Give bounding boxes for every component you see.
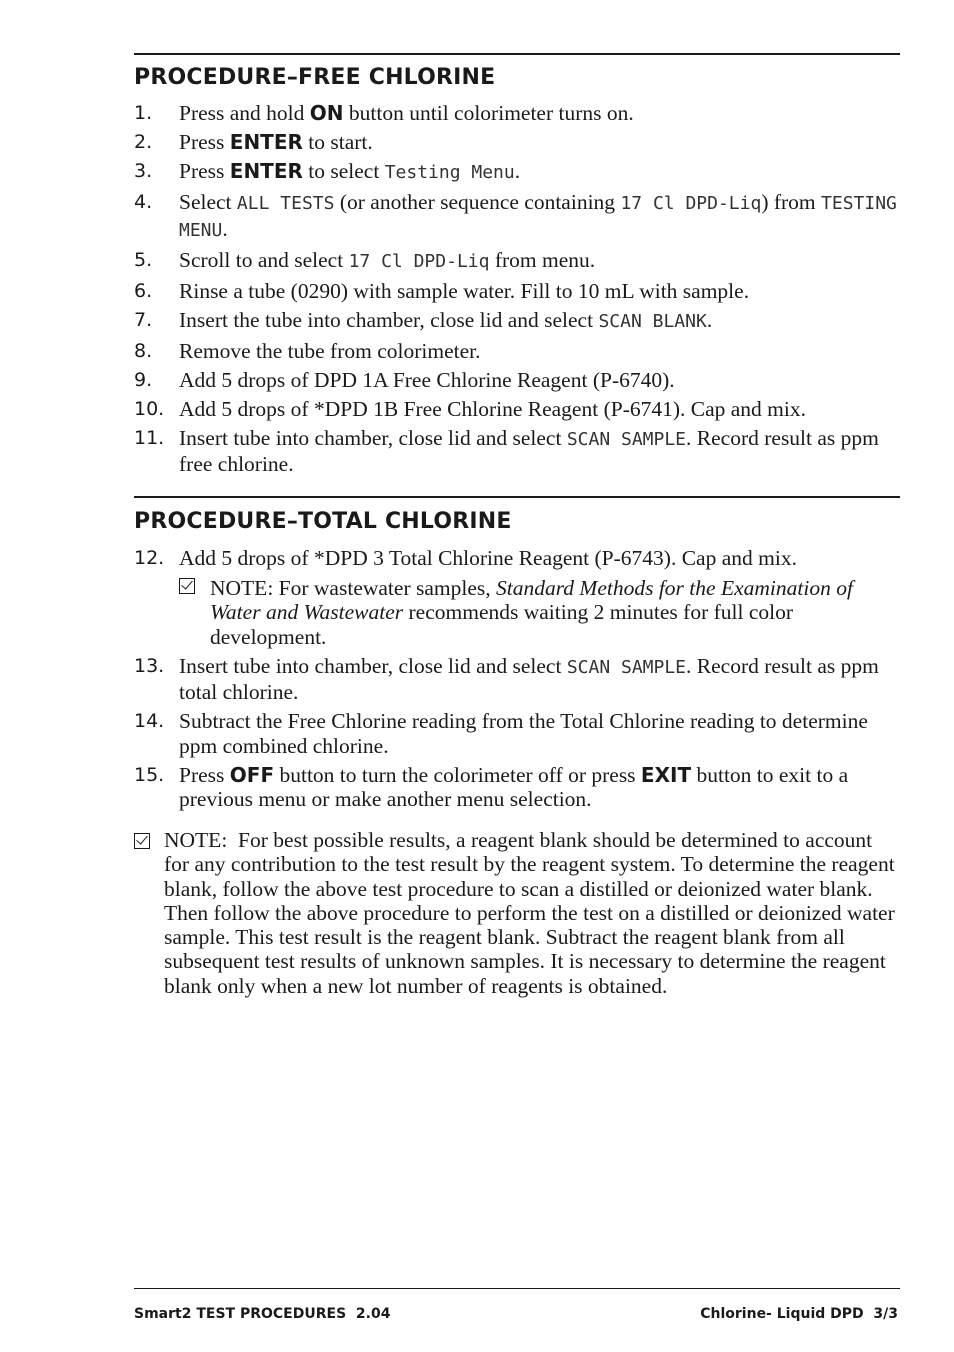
step-text: Remove the tube from colorimeter.: [179, 338, 481, 363]
step-number: 2.: [134, 131, 153, 153]
step-text: button until colorimeter turns on.: [343, 101, 634, 125]
step-number: 12.: [134, 547, 165, 569]
step-text: .: [706, 307, 713, 332]
step-text: button to turn the colorimeter off or press: [274, 762, 641, 787]
procedure-step: [134, 426, 900, 477]
step-text: recommends waiting 2 minutes for full color development.: [210, 600, 799, 649]
step-number: 6.: [134, 279, 153, 302]
button-key-label: ENTER: [229, 159, 303, 183]
display-menu-text: SCAN SAMPLE: [566, 656, 687, 678]
display-menu-text: SCAN SAMPLE: [566, 428, 687, 450]
procedure-step: [134, 248, 900, 275]
step-number: 10.: [134, 397, 165, 420]
step-text: to select: [302, 159, 385, 183]
step-text: Add 5 drops of *DPD 1B Free Chlorine Reagent (P-6741). Cap and mix.: [179, 396, 807, 421]
step-text: ) from: [761, 190, 822, 214]
button-key-label: ON: [309, 101, 344, 125]
step-text: Press: [179, 159, 230, 183]
step-number: 9.: [134, 368, 153, 391]
procedure-step: [134, 397, 900, 422]
step-text: Subtract the Free Chlorine reading from the Total Chlorine reading to determine ppm combined chlorine.: [179, 709, 874, 758]
step-text: Insert the tube into chamber, close lid and select: [179, 307, 599, 332]
step-text: NOTE: For wastewater samples,: [210, 575, 496, 600]
step-text: Add 5 drops of DPD 1A Free Chlorine Reagent (P-6740).: [179, 367, 675, 392]
procedure-step: [134, 546, 900, 649]
procedure-step: [134, 368, 900, 393]
reference-title: Standard Methods for the Examination of Water and Wastewater: [210, 575, 859, 624]
step-text: Add 5 drops of *DPD 3 Total Chlorine Reagent (P-6743). Cap and mix.: [179, 546, 797, 570]
procedure-step: [134, 654, 900, 705]
step-number: 5.: [134, 248, 153, 271]
step-text: . Record result as ppm total chlorine.: [179, 653, 885, 704]
checkbox-icon: [179, 578, 195, 594]
procedure-step: [134, 308, 900, 335]
display-menu-text: ALL TESTS: [236, 193, 335, 214]
procedure-step: [134, 159, 900, 186]
section-heading-total-chlorine: PROCEDURE–TOTAL CHLORINE: [134, 509, 512, 534]
procedure-step: [134, 279, 900, 304]
procedure-step: [134, 339, 900, 364]
button-key-label: OFF: [229, 762, 275, 787]
step-text: Press and hold: [179, 101, 310, 125]
display-menu-text: 17 Cl DPD-Liq: [620, 193, 762, 214]
step-number: 11.: [134, 426, 165, 449]
step-number: 8.: [134, 339, 153, 362]
step-number: 15.: [134, 763, 165, 786]
procedure-step: [134, 130, 900, 155]
top-rule: [134, 53, 900, 55]
step-text: Press: [179, 762, 230, 787]
display-menu-text: Testing Menu: [384, 162, 515, 183]
step-text: from menu.: [489, 247, 596, 272]
step-text: .: [514, 159, 521, 183]
checkbox-icon: [134, 833, 150, 849]
reagent-blank-note: [134, 828, 900, 998]
section-rule: [134, 496, 900, 498]
step-number: 3.: [134, 160, 153, 182]
step-note: [179, 576, 900, 650]
step-text: (or another sequence containing: [334, 190, 621, 214]
steps-total-chlorine: [134, 546, 900, 816]
button-key-label: EXIT: [640, 762, 692, 787]
step-number: 7.: [134, 308, 153, 331]
procedure-step: [134, 190, 908, 243]
button-key-label: ENTER: [229, 130, 303, 154]
display-menu-text: SCAN BLANK: [598, 310, 707, 332]
steps-free-chlorine: [134, 101, 908, 481]
footer-rule: [134, 1288, 900, 1289]
display-menu-text: 17 Cl DPD-Liq: [348, 250, 490, 272]
section-heading-free-chlorine: PROCEDURE–FREE CHLORINE: [134, 65, 496, 90]
display-menu-text: TESTING MENU: [179, 193, 908, 241]
step-text: Insert tube into chamber, close lid and select: [179, 653, 567, 678]
step-text: button to exit to a previous menu or make another menu selection.: [179, 762, 854, 811]
step-text: Select: [179, 190, 237, 214]
reagent-blank-note-text: NOTE: For best possible results, a reagent blank should be determined to account for any contribution to the test result by the reagent system. To determine the reagent blank, follow the above test procedure to scan a distilled or deionized water blank. Then follow the above procedure to perform the test on a distilled or deionized water sample. This test result is the reagent blank. Subtract the reagent blank from all subsequent test results of unknown samples. It is necessary to determine the reagent blank only when a new lot number of reagents is obtained.: [164, 828, 901, 998]
procedure-step: [134, 709, 900, 758]
footer-document-title: Smart2 TEST PROCEDURES 2.04: [134, 1306, 391, 1322]
step-text: Press: [179, 130, 230, 154]
step-number: 1.: [134, 102, 153, 124]
footer-page-info: Chlorine- Liquid DPD 3/3: [700, 1306, 898, 1322]
step-text: .: [222, 216, 228, 241]
step-number: 13.: [134, 654, 165, 677]
step-text: Insert tube into chamber, close lid and select: [179, 425, 567, 450]
step-text: . Record result as ppm free chlorine.: [179, 425, 885, 476]
step-number: 4.: [134, 191, 153, 213]
step-text: Scroll to and select: [179, 247, 349, 272]
step-number: 14.: [134, 710, 165, 732]
step-text: to start.: [302, 130, 373, 154]
procedure-step: [134, 763, 900, 812]
procedure-step: [134, 101, 900, 126]
step-text: Rinse a tube (0290) with sample water. Fill to 10 mL with sample.: [179, 278, 750, 303]
